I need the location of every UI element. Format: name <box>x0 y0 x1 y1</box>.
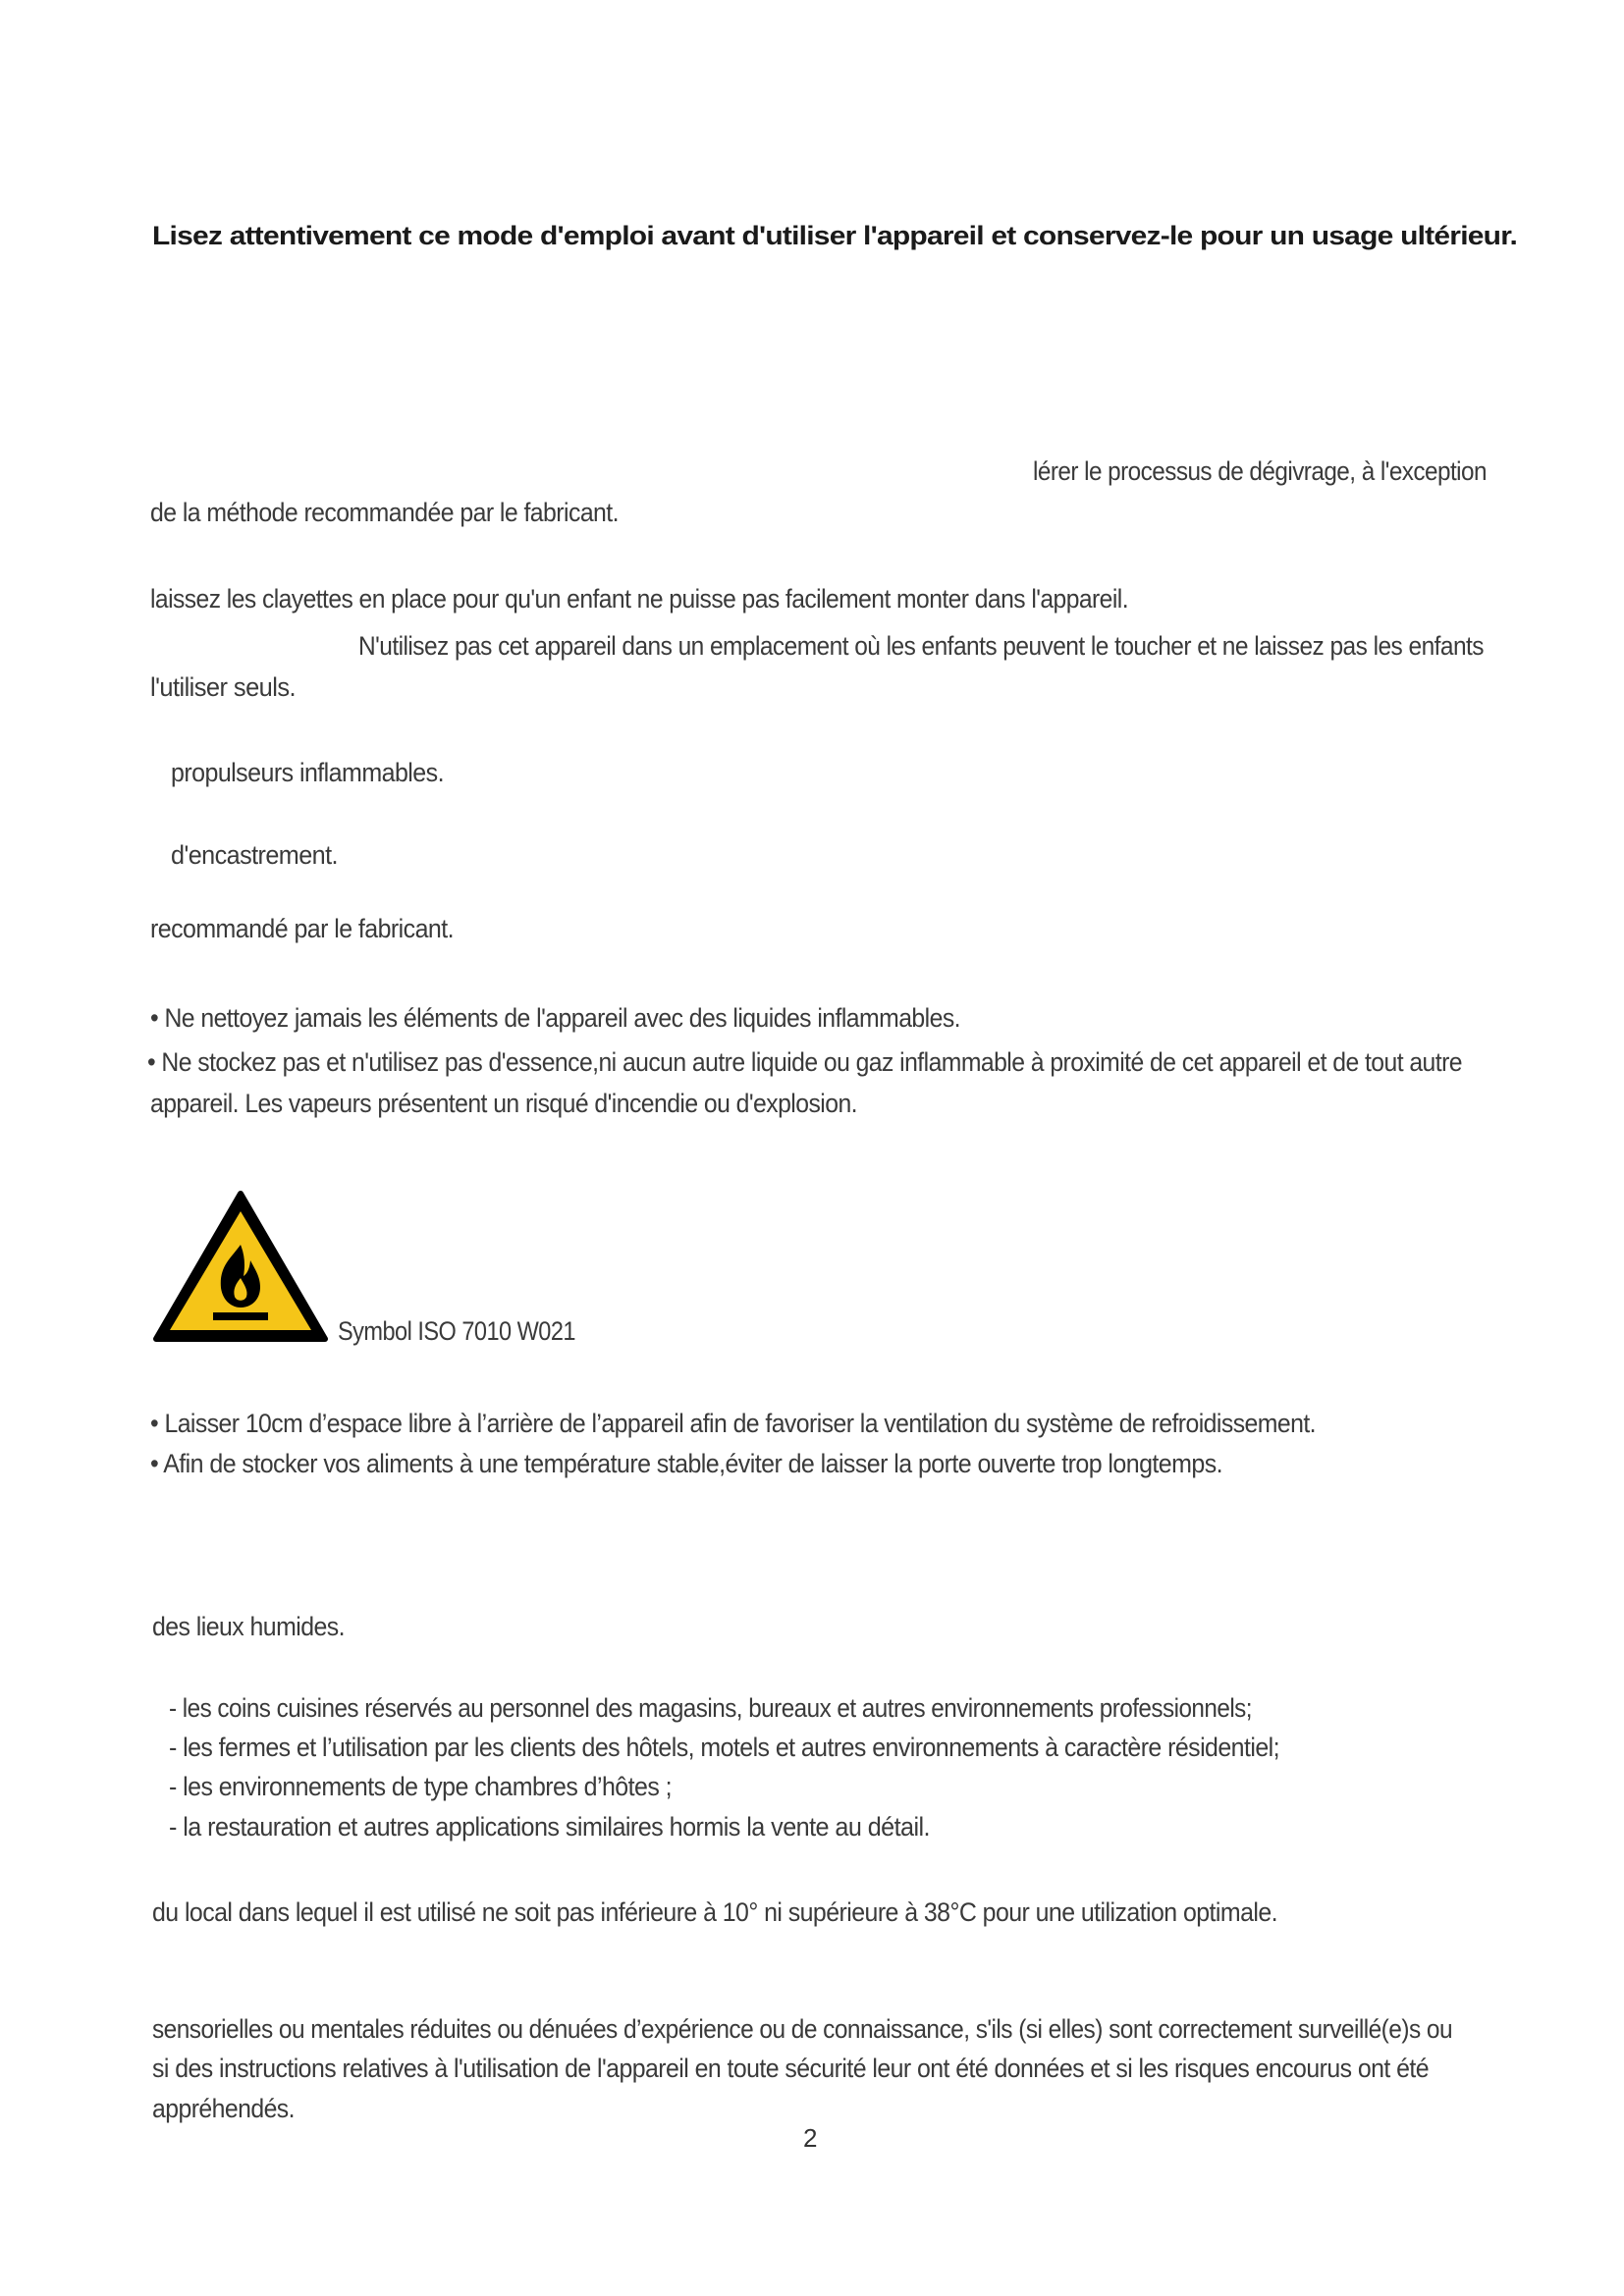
text-line-children: N'utilisez pas cet appareil dans un emplacement où les enfants peuvent le toucher et ne laissez pas les enfants <box>358 631 1484 661</box>
list-item-bed-breakfast: - les environnements de type chambres d’hôtes ; <box>169 1772 672 1801</box>
flame-base <box>213 1312 268 1320</box>
text-line-recommended: recommandé par le fabricant. <box>150 914 454 943</box>
bullet-ventilation: • Laisser 10cm d’espace libre à l’arrière de l’appareil afin de favoriser la ventilation du système de refroidissement. <box>150 1409 1316 1438</box>
text-line-shelves: laissez les clayettes en place pour qu'un enfant ne puisse pas facilement monter dans l'appareil. <box>150 584 1128 614</box>
text-line-defrost: lérer le processus de dégivrage, à l'exception <box>1033 456 1487 486</box>
page-heading: Lisez attentivement ce mode d'emploi avant d'utiliser l'appareil et conservez-le pour un usage ultérieur. <box>152 221 1517 250</box>
list-item-catering: - la restauration et autres applications similaires hormis la vente au détail. <box>169 1812 930 1842</box>
bullet-flammable-cleaning: • Ne nettoyez jamais les éléments de l'appareil avec des liquides inflammables. <box>150 1003 960 1033</box>
bullet-door-open: • Afin de stocker vos aliments à une température stable,éviter de laisser la porte ouverte trop longtemps. <box>150 1449 1222 1478</box>
text-line-understood: appréhendés. <box>152 2094 295 2123</box>
text-line-manufacturer-method: de la méthode recommandée par le fabricant. <box>150 498 619 527</box>
flammable-warning-icon <box>152 1188 329 1345</box>
text-line-alone: l'utiliser seuls. <box>150 672 296 702</box>
list-item-farms-hotels: - les fermes et l’utilisation par les clients des hôtels, motels et autres environnements à caractère résidentiel; <box>169 1733 1279 1762</box>
list-item-staff-kitchens: - les coins cuisines réservés au personnel des magasins, bureaux et autres environnements professionnels; <box>169 1693 1252 1723</box>
text-line-vapours: appareil. Les vapeurs présentent un risqué d'incendie ou d'explosion. <box>150 1089 857 1118</box>
text-line-humid: des lieux humides. <box>152 1612 345 1641</box>
text-line-builtin: d'encastrement. <box>171 840 338 870</box>
text-line-temperature: du local dans lequel il est utilisé ne soit pas inférieure à 10° ni supérieure à 38°C pour une utilization optimale. <box>152 1897 1277 1927</box>
page-number: 2 <box>803 2123 818 2153</box>
text-line-instructions: si des instructions relatives à l'utilisation de l'appareil en toute sécurité leur ont été données et si les risques encourus ont été <box>152 2054 1429 2083</box>
symbol-caption: Symbol ISO 7010 W021 <box>338 1316 575 1346</box>
text-line-sensory: sensorielles ou mentales réduites ou dénuées d’expérience ou de connaissance, s'ils (si elles) sont correctement surveillé(e)s ou <box>152 2014 1452 2044</box>
bullet-no-petrol: • Ne stockez pas et n'utilisez pas d'essence,ni aucun autre liquide ou gaz inflammable à proximité de cet appareil et de tout autre <box>147 1047 1462 1077</box>
text-line-propellants: propulseurs inflammables. <box>171 758 444 787</box>
